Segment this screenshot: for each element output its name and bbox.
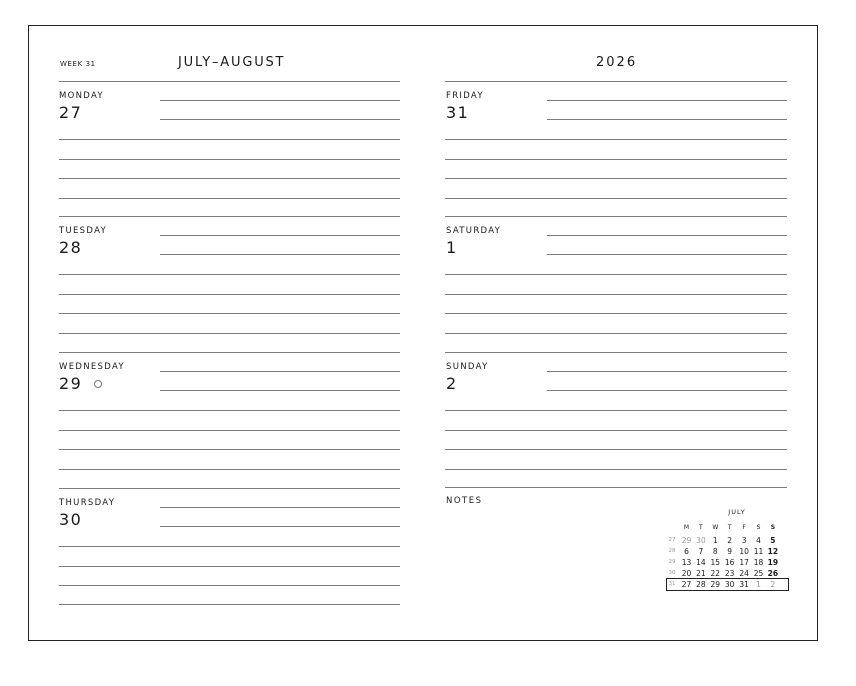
mini-calendar-weekday-header	[666, 522, 790, 533]
calendar-day: 28	[696, 580, 706, 589]
weekday-header-cell: S	[770, 524, 776, 531]
writing-line[interactable]	[59, 294, 400, 295]
writing-line[interactable]	[59, 333, 400, 334]
year-title: 2026	[596, 55, 638, 70]
day-name: WEDNESDAY	[59, 362, 125, 372]
mini-calendar-month: JULY	[728, 508, 746, 516]
writing-line[interactable]	[59, 566, 400, 567]
day-divider-line	[445, 352, 787, 353]
day-number: 28	[59, 238, 83, 257]
calendar-day: 20	[681, 569, 692, 578]
calendar-day: 9	[727, 547, 733, 556]
week-number: 31	[668, 581, 676, 587]
calendar-day: 25	[753, 569, 764, 578]
writing-line[interactable]	[59, 274, 400, 275]
writing-line[interactable]	[59, 139, 400, 140]
calendar-day: 12	[767, 547, 779, 556]
writing-line[interactable]	[160, 507, 400, 508]
calendar-day: 4	[756, 536, 761, 545]
weekday-header-cell: S	[756, 524, 761, 531]
day-number: 2	[446, 374, 458, 393]
day-number: 30	[59, 510, 83, 529]
weekday-header-cell: T	[727, 524, 732, 531]
writing-line[interactable]	[59, 410, 400, 411]
writing-line[interactable]	[445, 294, 787, 295]
day-name: SATURDAY	[446, 226, 502, 236]
week-label: WEEK 31	[60, 60, 96, 68]
writing-line[interactable]	[445, 198, 787, 199]
day-name: TUESDAY	[59, 226, 108, 236]
weekday-header-cell: T	[699, 524, 703, 531]
calendar-day: 8	[712, 547, 718, 556]
writing-line[interactable]	[445, 410, 787, 411]
writing-line[interactable]	[547, 119, 787, 120]
calendar-day: 14	[696, 558, 706, 567]
writing-line[interactable]	[59, 546, 400, 547]
day-divider-line	[445, 81, 787, 82]
calendar-day: 23	[724, 569, 735, 578]
calendar-day: 16	[724, 558, 735, 567]
month-range-title: JULY–AUGUST	[178, 55, 286, 70]
writing-line[interactable]	[445, 469, 787, 470]
writing-line[interactable]	[445, 274, 787, 275]
writing-line[interactable]	[160, 235, 400, 236]
calendar-day: 22	[710, 569, 721, 578]
writing-line[interactable]	[445, 430, 787, 431]
weekday-header-cell: W	[712, 524, 719, 531]
calendar-day: 1	[712, 536, 718, 545]
writing-line[interactable]	[445, 333, 787, 334]
calendar-day: 13	[681, 558, 692, 567]
calendar-day: 5	[770, 536, 776, 545]
writing-line[interactable]	[445, 159, 787, 160]
calendar-day: 30	[724, 580, 735, 589]
day-divider-line	[59, 81, 400, 82]
day-divider-line	[59, 488, 400, 489]
day-divider-line	[59, 352, 400, 353]
week-number: 28	[668, 548, 676, 554]
day-number: 27	[59, 103, 83, 122]
writing-line[interactable]	[160, 371, 400, 372]
writing-line[interactable]	[445, 313, 787, 314]
writing-line[interactable]	[160, 100, 400, 101]
day-divider-line	[59, 216, 400, 217]
mini-calendar-week-row	[666, 546, 790, 557]
calendar-day: 29	[710, 580, 721, 589]
mini-calendar-week-row	[666, 535, 790, 546]
calendar-day: 11	[753, 547, 764, 556]
calendar-day: 26	[767, 569, 779, 578]
day-name: MONDAY	[59, 91, 104, 101]
mini-calendar	[666, 508, 790, 606]
writing-line[interactable]	[160, 119, 400, 120]
moon-phase-icon	[94, 380, 102, 388]
calendar-day: 2	[727, 536, 733, 545]
writing-line[interactable]	[59, 604, 400, 605]
notes-label: NOTES	[446, 496, 483, 506]
day-number: 1	[446, 238, 458, 257]
week-number: 27	[668, 537, 676, 543]
calendar-day: 7	[698, 547, 704, 556]
calendar-day: 30	[696, 536, 706, 545]
calendar-day: 27	[681, 580, 692, 589]
writing-line[interactable]	[547, 390, 787, 391]
writing-line[interactable]	[547, 371, 787, 372]
writing-line[interactable]	[547, 254, 787, 255]
calendar-day: 15	[710, 558, 721, 567]
writing-line[interactable]	[547, 100, 787, 101]
day-number: 31	[446, 103, 470, 122]
calendar-day: 31	[739, 580, 749, 589]
calendar-day: 10	[739, 547, 749, 556]
writing-line[interactable]	[59, 585, 400, 586]
writing-line[interactable]	[160, 526, 400, 527]
calendar-day: 24	[739, 569, 749, 578]
mini-calendar-week-row	[666, 557, 790, 568]
notes-divider-line	[445, 487, 787, 488]
calendar-day: 18	[753, 558, 764, 567]
day-name: THURSDAY	[59, 498, 116, 508]
writing-line[interactable]	[547, 235, 787, 236]
writing-line[interactable]	[445, 449, 787, 450]
writing-line[interactable]	[160, 390, 400, 391]
week-number: 29	[668, 559, 676, 565]
calendar-day: 29	[681, 536, 692, 545]
week-number: 30	[668, 570, 676, 576]
day-name: SUNDAY	[446, 362, 489, 372]
day-divider-line	[445, 216, 787, 217]
writing-line[interactable]	[59, 430, 400, 431]
current-week-highlight	[666, 578, 789, 591]
calendar-day: 21	[696, 569, 706, 578]
calendar-day: 3	[741, 536, 747, 545]
day-name: FRIDAY	[446, 91, 484, 101]
day-number: 29	[59, 374, 83, 393]
writing-line[interactable]	[59, 198, 400, 199]
calendar-day: 2	[770, 580, 776, 589]
writing-line[interactable]	[445, 139, 787, 140]
calendar-day: 6	[684, 547, 689, 556]
calendar-day: 19	[767, 558, 779, 567]
calendar-day: 17	[739, 558, 749, 567]
writing-line[interactable]	[445, 178, 787, 179]
writing-line[interactable]	[59, 449, 400, 450]
writing-line[interactable]	[59, 313, 400, 314]
weekday-header-cell: F	[742, 524, 746, 531]
writing-line[interactable]	[59, 178, 400, 179]
writing-line[interactable]	[160, 254, 400, 255]
writing-line[interactable]	[59, 469, 400, 470]
writing-line[interactable]	[59, 159, 400, 160]
weekday-header-cell: M	[683, 524, 690, 531]
calendar-day: 1	[756, 580, 761, 589]
